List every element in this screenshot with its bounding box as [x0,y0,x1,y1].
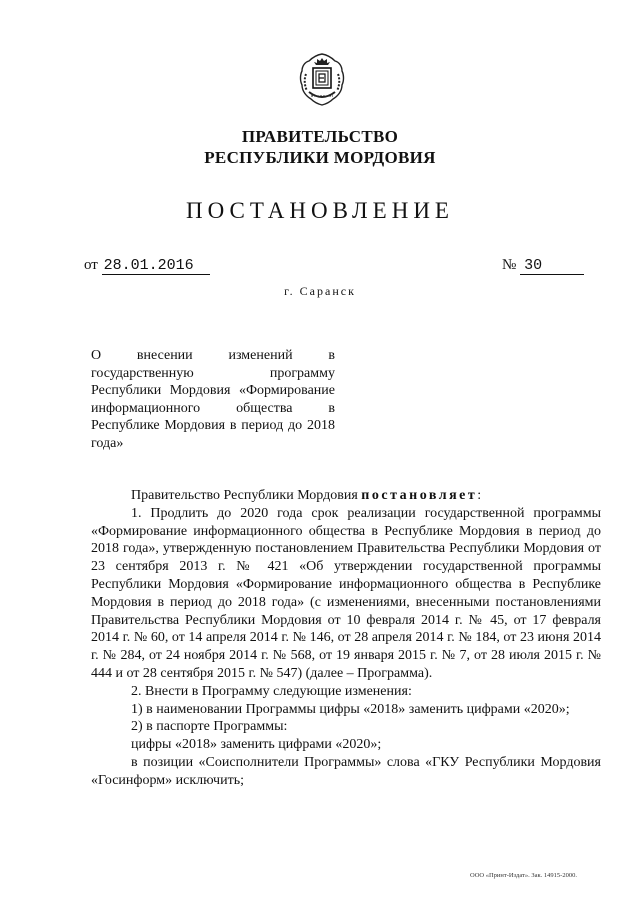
paragraph-5: цифры «2018» заменить цифрами «2020»; [131,737,382,753]
document-body [91,487,601,790]
number-prefix: № [502,257,517,273]
document-type-title: ПОСТАНОВЛЕНИЕ [186,198,454,223]
print-imprint: ООО «Принт-Издат». Зак. 14915-2000. [470,872,577,879]
paragraph-6: в позиции «Соисполнители Программы» слова «ГКУ Республики Мордовия «Госинформ» исключить; [91,754,601,788]
paragraph-2: 2. Внести в Программу следующие изменения: [131,683,412,699]
paragraph-1: 1. Продлить до 2020 года срок реализации государственной программы «Формирование информационного общества в Республике Мордовия в период до 2018 года», утвержденную постановлением Правительства Республики Мордовия от 23 сентября 2013 г. № 421 «Об утверждении государственной программы Республики Мордовия «Формирование информационного общества в Республике Мордовия в период до 2018 года» (с изменениями, внесенными постановлениями Правительства Республики Мордовия от 10 февраля 2014 г. № 45, от 17 февраля 2014 г. № 60, от 14 апреля 2014 г. № 146, от 28 апреля 2014 г. № 184, от 23 июня 2014 г. № 284, от 24 ноября 2014 г. № 568, от 19 января 2015 г. № 7, от 28 июля 2015 г. № 444 и от 28 сентября 2015 г. № 547) (далее – Программа). [91,505,601,681]
government-name-line1: ПРАВИТЕЛЬСТВО [241,127,399,146]
intro-lead: Правительство Республики Мордовия [131,488,362,503]
city-label: г. Саранск [284,284,356,298]
document-date: 28.01.2016 [102,257,210,275]
number-line [502,257,584,275]
intro-verb: постановляет [361,488,478,503]
paragraph-3: 1) в наименовании Программы цифры «2018» заменить цифрами «2020»; [131,701,570,717]
intro-paragraph [91,487,601,505]
paragraph-4: 2) в паспорте Программы: [131,719,288,735]
coat-of-arms-icon [297,52,347,108]
government-name-line2: РЕСПУБЛИКИ МОРДОВИЯ [204,148,436,167]
intro-colon: : [477,488,482,503]
date-line [84,257,210,275]
date-prefix: от [84,257,98,273]
document-number: 30 [520,257,584,275]
document-subject: О внесении изменений в государственную программу Республики Мордовия «Формирование информационного общества в Республике Мордовия в период до 2018 года» [91,348,335,451]
